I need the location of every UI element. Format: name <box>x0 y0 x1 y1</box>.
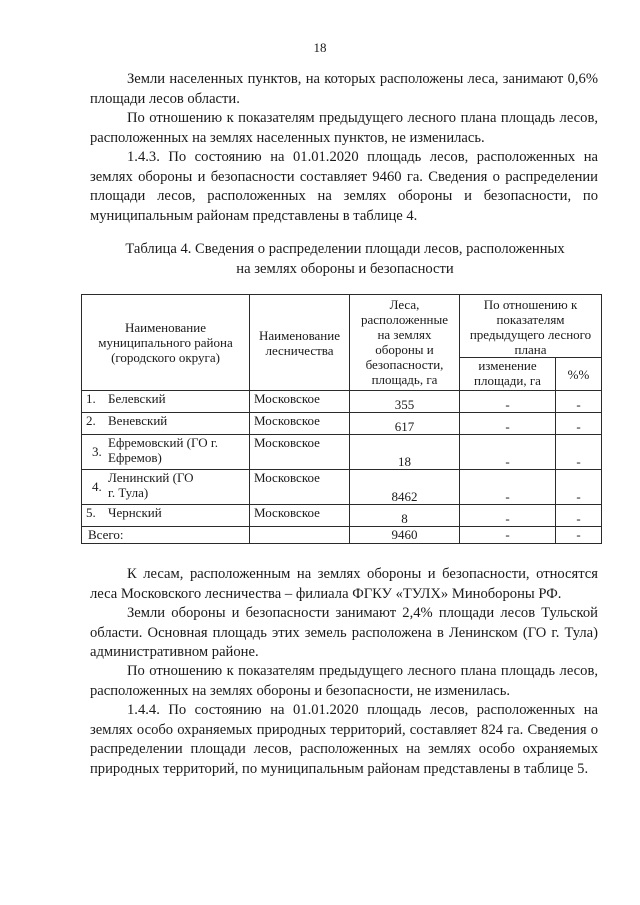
header-forestry: Наименование лесничества <box>250 295 350 391</box>
cell-percent: - <box>556 505 602 527</box>
cell-percent: - <box>556 413 602 435</box>
district-name: Ефремовский (ГО г. Ефремов) <box>108 435 218 465</box>
cell-forestry: Московское <box>250 470 350 505</box>
cell-forestry: Московское <box>250 505 350 527</box>
row-number: 2. <box>86 413 96 428</box>
table-row <box>82 470 602 505</box>
cell-forestry: Московское <box>250 413 350 435</box>
paragraph-section-1-4-3: 1.4.3. По состоянию на 01.01.2020 площадь лесов, расположенных на землях обороны и безопасности составляет 9460 га. Сведения о распределении площади лесов, расположенных на землях обороны и безопасности, по муниципальным районам представлены в таблице 4. <box>90 149 598 224</box>
table-row <box>82 435 602 470</box>
cell-total-change: - <box>460 527 556 544</box>
row-number: 5. <box>86 505 96 520</box>
cell-forestry: Московское <box>250 435 350 470</box>
table-caption-line1: Таблица 4. Сведения о распределении площади лесов, расположенных <box>125 241 565 257</box>
cell-change: - <box>460 435 556 470</box>
district-name: Веневский <box>108 413 168 428</box>
header-relation: По отношению к показателям предыдущего лесного плана <box>460 295 602 358</box>
cell-area: 8 <box>350 505 460 527</box>
cell-change: - <box>460 505 556 527</box>
row-number: 4. <box>92 479 102 494</box>
cell-total-label: Всего: <box>82 527 250 544</box>
cell-change: - <box>460 391 556 413</box>
header-district: Наименование муниципального района (городского округа) <box>82 295 250 391</box>
paragraph-settlement-lands: Земли населенных пунктов, на которых расположены леса, занимают 0,6% площади лесов области. <box>90 71 598 107</box>
cell-percent: - <box>556 470 602 505</box>
district-name: Белевский <box>108 391 166 406</box>
district-name: Ленинский (ГО г. Тула) <box>108 470 194 500</box>
table-row <box>82 505 602 527</box>
table-row <box>82 391 602 413</box>
cell-change: - <box>460 470 556 505</box>
header-percent: %% <box>556 358 602 391</box>
cell-forestry: Московское <box>250 391 350 413</box>
cell-district <box>82 470 250 505</box>
header-area: Леса, расположенные на землях обороны и безопасности, площадь, га <box>350 295 460 391</box>
paragraph-section-1-4-4: 1.4.4. По состоянию на 01.01.2020 площадь лесов, расположенных на землях особо охраняемых природных территорий, составляет 824 га. Сведения о распределении площади лесов, расположенных на землях особо охраняемых природных территорий, по муниципальным районам представлены в таблице 5. <box>90 702 598 777</box>
paragraph-defense-unchanged: По отношению к показателям предыдущего лесного плана площадь лесов, расположенных на землях обороны и безопасности, не изменилась. <box>90 663 598 699</box>
header-change: изменение площади, га <box>460 358 556 391</box>
cell-district <box>82 391 250 413</box>
cell-total-empty <box>250 527 350 544</box>
row-number: 3. <box>92 444 102 459</box>
cell-percent: - <box>556 391 602 413</box>
paragraph-moscow-forestry: К лесам, расположенным на землях обороны и безопасности, относятся леса Московского лесничества – филиала ФГКУ «ТУЛХ» Минобороны РФ. <box>90 566 598 602</box>
cell-area: 355 <box>350 391 460 413</box>
district-name: Чернский <box>108 505 162 520</box>
cell-total-percent: - <box>556 527 602 544</box>
table-caption <box>100 240 590 279</box>
table-caption-line2: на землях обороны и безопасности <box>236 260 454 277</box>
cell-total-area: 9460 <box>350 527 460 544</box>
paragraph-settlement-unchanged: По отношению к показателям предыдущего лесного плана площадь лесов, расположенных на землях населенных пунктов, не изменилась. <box>90 110 598 146</box>
table-row <box>82 413 602 435</box>
cell-district <box>82 413 250 435</box>
cell-area: 617 <box>350 413 460 435</box>
cell-change: - <box>460 413 556 435</box>
paragraph-defense-share: Земли обороны и безопасности занимают 2,4% площади лесов Тульской области. Основная площадь этих земель расположена в Ленинском (ГО г. Тула) административном районе. <box>90 605 598 660</box>
row-number: 1. <box>86 391 96 406</box>
cell-area: 8462 <box>350 470 460 505</box>
table-total-row <box>82 527 602 544</box>
page-number: 18 <box>313 40 327 55</box>
table-header-row <box>82 295 602 358</box>
cell-district <box>82 505 250 527</box>
defense-lands-table <box>81 294 602 544</box>
cell-district <box>82 435 250 470</box>
cell-percent: - <box>556 435 602 470</box>
cell-area: 18 <box>350 435 460 470</box>
